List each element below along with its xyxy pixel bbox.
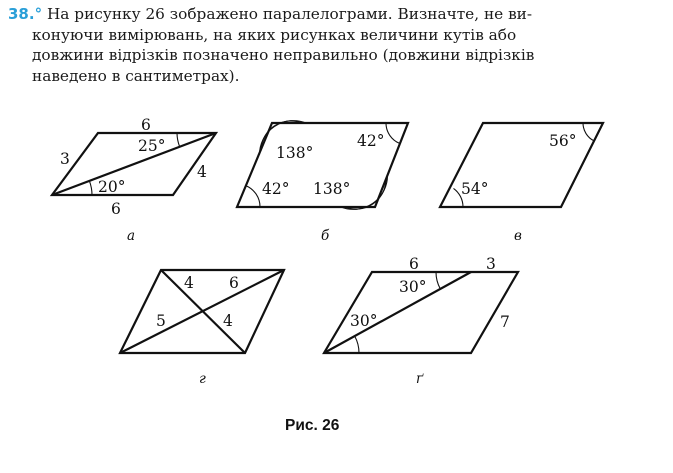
- angle-arc-gg-top: [436, 272, 440, 289]
- label-a-left: 3: [60, 150, 70, 168]
- diagonal-a: [52, 133, 216, 195]
- angle-arc-v-top-right: [583, 123, 594, 141]
- label-a-top: 6: [141, 116, 151, 134]
- label-a-angle-bottom: 20°: [98, 178, 126, 196]
- figure-a: [52, 116, 216, 244]
- label-v-angle-top-right: 56°: [549, 132, 577, 150]
- caption-b: б: [321, 228, 330, 244]
- label-b-angle-top-right: 42°: [357, 132, 385, 150]
- angle-arc-a-bottom: [89, 181, 92, 195]
- problem-line-2: конуючи вимірювань, на яких рисунках величини кутів або: [32, 25, 517, 44]
- label-gg-angle-top: 30°: [399, 278, 427, 296]
- label-b-angle-bottom-right: 138°: [313, 180, 351, 198]
- problem-line-4: наведено в сантиметрах).: [32, 66, 240, 85]
- angle-arc-b-bottom-left: [246, 186, 260, 207]
- figure-gg: [324, 255, 518, 387]
- label-a-right: 4: [197, 163, 207, 181]
- figure-v: [440, 123, 603, 244]
- label-gg-top-left: 6: [409, 255, 419, 273]
- diagonal-gg: [324, 272, 471, 353]
- label-g-seg-top-right: 6: [229, 274, 239, 292]
- label-b-angle-bottom-left: 42°: [262, 180, 290, 198]
- problem-number: 38.°: [8, 5, 43, 23]
- label-v-angle-bottom-left: 54°: [461, 180, 489, 198]
- label-gg-right: 7: [500, 313, 510, 331]
- label-g-seg-bottom-right: 4: [223, 312, 233, 330]
- angle-arc-b-top-right: [386, 123, 400, 144]
- angle-arc-a-top: [177, 133, 180, 146]
- figure-b: [237, 121, 408, 244]
- diagonal-g-2: [120, 270, 284, 353]
- figure-caption: Рис. 26: [285, 417, 340, 434]
- caption-v: в: [514, 228, 522, 244]
- label-a-angle-top: 25°: [138, 137, 166, 155]
- label-b-angle-top-left: 138°: [276, 144, 314, 162]
- label-gg-top-right: 3: [486, 255, 496, 273]
- label-g-seg-top-left: 4: [184, 274, 194, 292]
- caption-g: г: [199, 371, 206, 387]
- problem-line-1-text: На рисунку 26 зображено паралелограми. Визначте, не ви-: [46, 5, 533, 23]
- caption-gg: ґ: [416, 371, 424, 387]
- caption-a: а: [127, 228, 136, 244]
- problem-line-3: довжини відрізків позначено неправильно (довжини відрізків: [32, 46, 535, 64]
- label-gg-angle-bottom: 30°: [350, 312, 378, 330]
- angle-arc-gg-bottom: [355, 336, 359, 353]
- label-g-seg-bottom-left: 5: [156, 312, 166, 330]
- label-a-bottom: 6: [111, 200, 121, 218]
- figure-g: [120, 270, 284, 387]
